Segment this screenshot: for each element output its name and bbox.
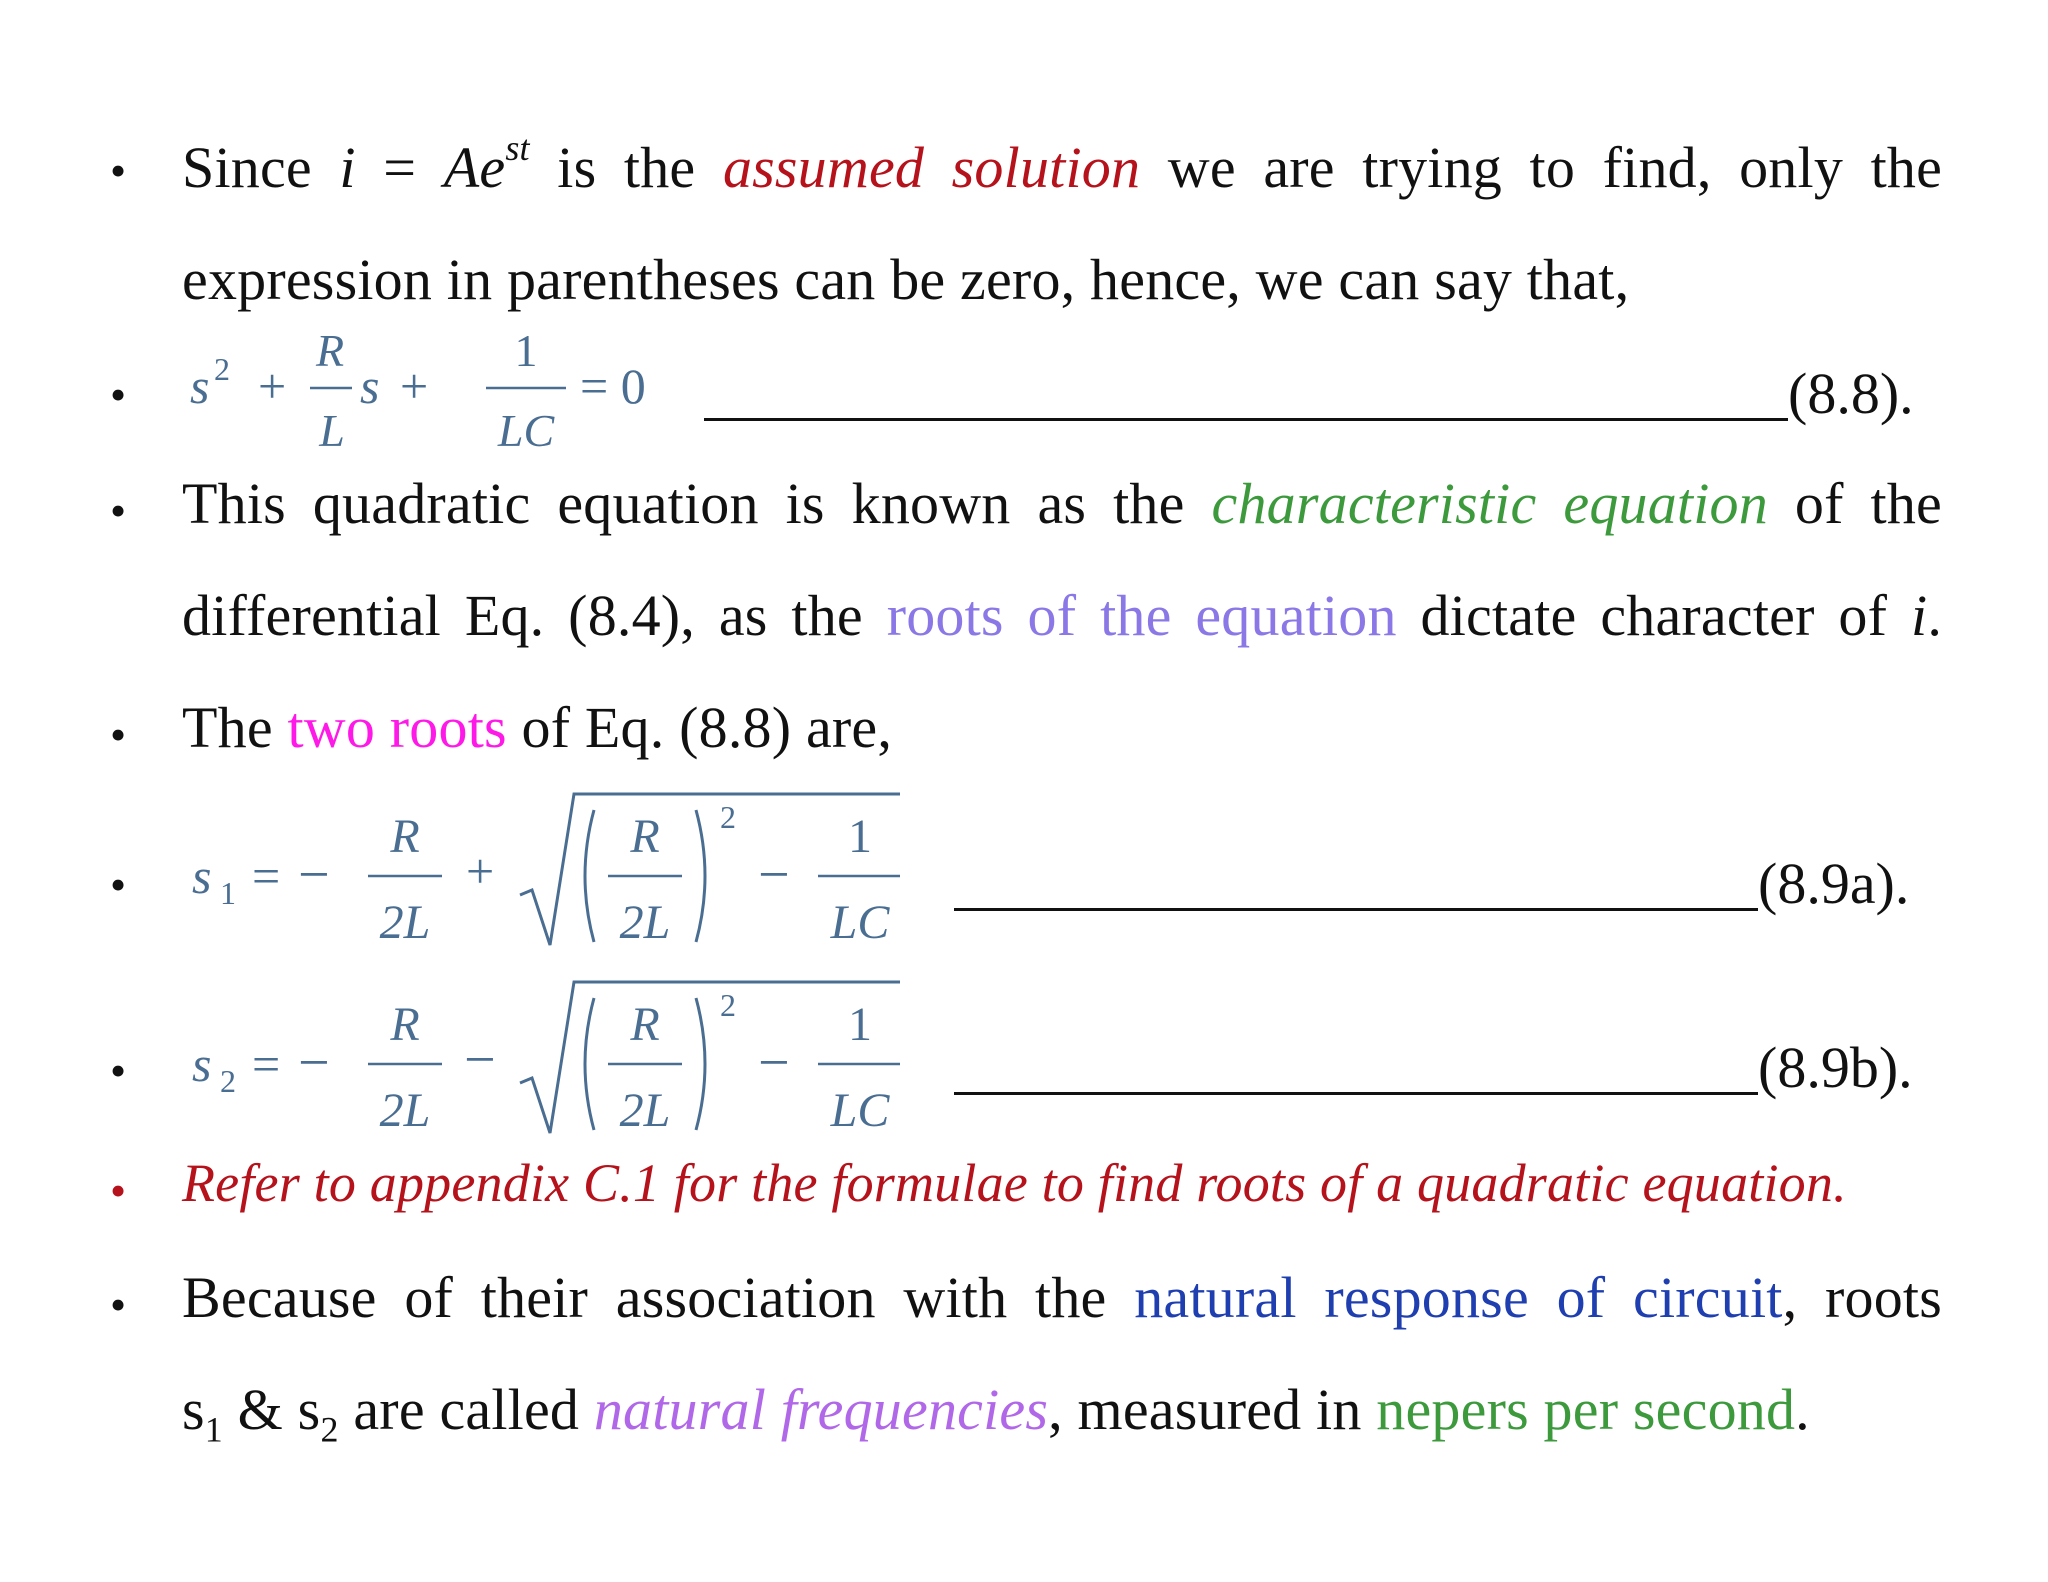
paren-right [696,998,705,1130]
eq-LC: LC [497,405,555,456]
eq-minus-2: − [758,1032,790,1094]
natural-frequencies-highlight: natural frequencies [593,1377,1049,1442]
text: , roots [1782,1265,1942,1330]
bullet-4-line [182,694,1942,761]
subscript-1: 1 [204,1409,223,1450]
bullet-2: • [110,369,127,420]
text: of Eq. (8.8) are, [506,695,893,760]
variable-i: i [1910,583,1928,648]
eq-minus: − [298,1032,330,1094]
text: differential Eq. (8.4), as the [182,583,887,648]
text: of the [1767,471,1942,536]
eq-s: s [190,358,210,414]
text: This quadratic equation is known as the [182,471,1212,536]
text: dictate character of [1396,583,1911,648]
eq-minus: − [298,844,330,906]
equation-8-8 [180,318,700,458]
bullet-7: • [110,1165,127,1216]
paren-right [696,810,705,942]
text: = [355,135,444,200]
eq-LC: LC [830,896,890,949]
bullet-4: • [110,709,127,760]
eq-one: 1 [514,325,538,376]
blank-underline [704,418,1788,421]
eq-2L: 2L [379,1084,431,1137]
bullet-5: • [110,859,127,910]
bullet-3-line-2 [182,582,1942,649]
eq-one: 1 [848,998,872,1051]
paren-left [585,998,594,1130]
bullet-8: • [110,1279,127,1330]
characteristic-equation-highlight: characteristic equation [1211,471,1768,536]
equation-8-9a [180,780,900,960]
text: is the [529,135,723,200]
eq-s1: s [192,848,212,904]
eq-equals: = [252,848,281,904]
blank-underline [954,1092,1758,1095]
text: . [1927,583,1943,648]
text: Since [182,135,340,200]
paren-left [585,810,594,942]
bullet-1-line-2: expression in parentheses can be zero, hence, we can say that, [182,247,1630,312]
text: The [182,695,288,760]
nepers-per-second-highlight: nepers per second [1376,1377,1796,1442]
bullet-8-line-2 [182,1376,1942,1450]
blank-underline [954,908,1758,911]
eq-L: L [319,405,345,456]
eq-R: R [390,998,420,1051]
bullet-1-line-1 [182,128,1943,201]
eq-square: 2 [720,799,736,835]
eq-one: 1 [848,810,872,863]
bullet-1: • [110,145,127,196]
roots-of-equation-highlight: roots of the equation [886,583,1397,648]
eq-square: 2 [720,987,736,1023]
text: are called [338,1377,594,1442]
appendix-note: Refer to appendix C.1 for the formulae to find roots of a quadratic equation. [182,1153,1847,1213]
bullet-3: • [110,485,127,536]
equation-8-9b [180,968,900,1148]
eq-exponent: 2 [214,351,230,387]
eq-minus-2: − [758,844,790,906]
eq-R-inner: R [630,998,660,1051]
bullet-3-line-1 [182,470,1942,537]
text: we are trying to find, only the [1140,135,1943,200]
eq-2L: 2L [379,896,431,949]
eq-equals-zero: = 0 [580,358,646,414]
bullet-6: • [110,1045,127,1096]
text: , measured in [1048,1377,1377,1442]
equation-number-8-9a: (8.9a). [1758,851,1910,916]
eq-2L-inner: 2L [619,1084,671,1137]
eq-plus: + [258,358,287,414]
eq-plus-2: + [400,358,429,414]
eq-subscript: 1 [220,875,236,911]
text: s [182,1377,205,1442]
eq-s2: s [192,1036,212,1092]
two-roots-highlight: two roots [287,695,507,760]
text: & s [222,1377,321,1442]
natural-response-highlight: natural response of circuit [1134,1265,1783,1330]
subscript-2: 2 [320,1409,339,1450]
variable-i: i [339,135,356,200]
eq-R-inner: R [630,810,660,863]
text: . [1795,1377,1810,1442]
eq-equals: = [252,1036,281,1092]
equation-number-8-8: (8.8). [1788,361,1914,426]
eq-R: R [315,325,345,376]
eq-subscript: 2 [220,1063,236,1099]
eq-minus-op: − [464,1029,496,1091]
assumed-solution-highlight: assumed solution [722,135,1141,200]
eq-plus: + [466,843,495,899]
eq-s2: s [360,358,380,414]
exponent-st: st [505,128,530,169]
text: Because of their association with the [182,1265,1135,1330]
equation-number-8-9b: (8.9b). [1758,1035,1913,1100]
eq-LC: LC [830,1084,890,1137]
eq-2L-inner: 2L [619,896,671,949]
variable-Ae: Ae [443,135,506,200]
eq-R: R [390,810,420,863]
bullet-8-line-1 [182,1264,1942,1331]
